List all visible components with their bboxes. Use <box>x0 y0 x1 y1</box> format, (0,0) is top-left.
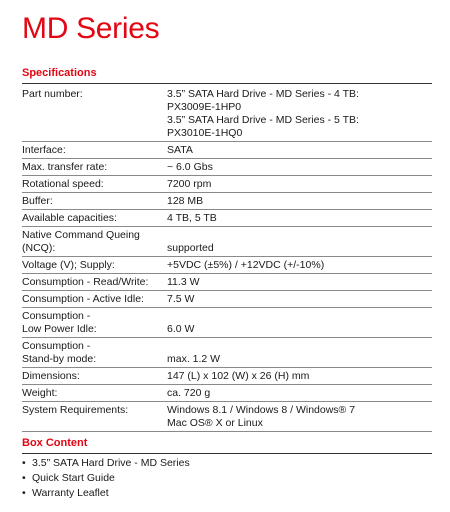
spec-row-interface <box>22 142 432 159</box>
spec-label: Consumption - Active Idle: <box>22 293 144 305</box>
spec-label: Consumption - Low Power Idle: <box>22 310 97 335</box>
spec-value: 7.5 W <box>167 293 195 305</box>
specifications-rule <box>22 83 432 84</box>
list-item <box>22 456 190 471</box>
spec-value: 147 (L) x 102 (W) x 26 (H) mm <box>167 370 310 382</box>
list-item-text: 3.5” SATA Hard Drive - MD Series <box>32 457 190 469</box>
spec-value: Windows 8.1 / Windows 8 / Windows® 7 Mac OS® X or Linux <box>167 404 356 429</box>
spec-value: +5VDC (±5%) / +12VDC (+/-10%) <box>167 259 325 271</box>
spec-label: Interface: <box>22 144 66 156</box>
spec-value: 128 MB <box>167 195 204 207</box>
spec-row-consumption-read-write <box>22 274 432 291</box>
bullet: • <box>22 487 26 499</box>
bullet: • <box>22 472 26 484</box>
spec-value: 6.0 W <box>167 323 195 335</box>
page-title: MD Series <box>22 12 160 45</box>
spec-label: System Requirements: <box>22 404 129 416</box>
spec-value: ~ 6.0 Gbs <box>167 161 213 173</box>
spec-row-consumption-active-idle <box>22 291 432 308</box>
specifications-heading: Specifications <box>22 67 97 79</box>
spec-row-weight <box>22 385 432 402</box>
spec-row-system-requirements <box>22 402 432 432</box>
spec-value: SATA <box>167 144 193 156</box>
spec-row-capacities <box>22 210 432 227</box>
spec-label: Rotational speed: <box>22 178 104 190</box>
spec-row-voltage <box>22 257 432 274</box>
spec-label: Available capacities: <box>22 212 117 224</box>
list-item <box>22 486 190 501</box>
spec-value: 3.5” SATA Hard Drive - MD Series - 4 TB: PX3009E-1HP0 3.5” SATA Hard Drive - MD Series - 5 TB: PX3010E-1HQ0 <box>167 88 359 139</box>
spec-row-buffer <box>22 193 432 210</box>
spec-row-dimensions <box>22 368 432 385</box>
spec-row-ncq <box>22 227 432 257</box>
spec-value: max. 1.2 W <box>167 353 221 365</box>
spec-value: ca. 720 g <box>167 387 211 399</box>
list-item-text: Quick Start Guide <box>32 472 115 484</box>
spec-row-part-number <box>22 86 432 142</box>
spec-label: Consumption - Read/Write: <box>22 276 149 288</box>
spec-value: supported <box>167 242 214 254</box>
spec-label: Consumption - Stand-by mode: <box>22 340 97 365</box>
spec-row-consumption-low-power-idle <box>22 308 432 338</box>
spec-label: Dimensions: <box>22 370 80 382</box>
spec-value: 11.3 W <box>167 276 200 288</box>
spec-value: 4 TB, 5 TB <box>167 212 217 224</box>
spec-label: Voltage (V); Supply: <box>22 259 115 271</box>
box-content-list <box>22 456 190 501</box>
spec-label: Part number: <box>22 88 83 100</box>
spec-label: Max. transfer rate: <box>22 161 108 173</box>
list-item <box>22 471 190 486</box>
spec-row-consumption-standby <box>22 338 432 368</box>
specifications-table <box>22 86 432 432</box>
spec-row-rotational-speed <box>22 176 432 193</box>
box-content-heading: Box Content <box>22 437 88 449</box>
spec-label: Native Command Queing (NCQ): <box>22 229 140 254</box>
bullet: • <box>22 457 26 469</box>
spec-label: Buffer: <box>22 195 53 207</box>
spec-value: 7200 rpm <box>167 178 212 190</box>
box-content-rule <box>22 453 432 454</box>
spec-label: Weight: <box>22 387 58 399</box>
spec-row-transfer-rate <box>22 159 432 176</box>
list-item-text: Warranty Leaflet <box>32 487 109 499</box>
